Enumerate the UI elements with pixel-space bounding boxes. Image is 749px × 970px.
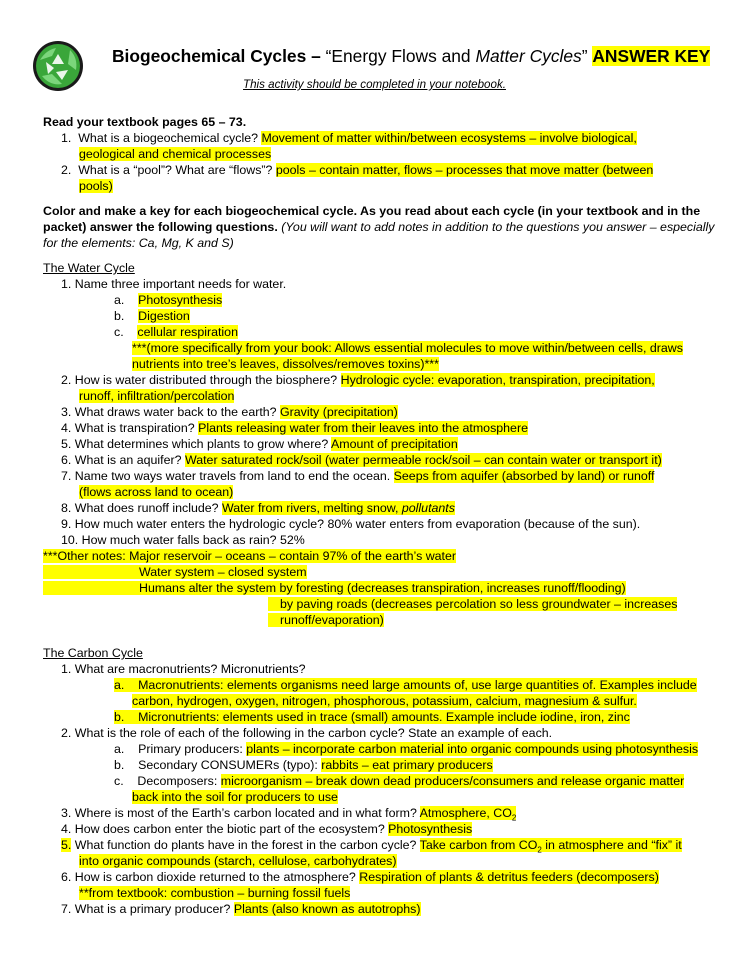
q-text: Decomposers: [137, 774, 221, 788]
title-italic: Matter Cycles [475, 46, 582, 66]
subscript: 2 [511, 813, 517, 823]
carbon-q2b: b. Secondary CONSUMERs (typo): rabbits – eat primary producers [114, 758, 493, 772]
q-text: 6. What is an aquifer? [61, 453, 185, 467]
note-text: ***(more specifically from your book: Allows essential molecules to move within/between cells, draws [132, 341, 683, 355]
q-answer: Photosynthesis [388, 822, 473, 836]
q-text: 6. How is carbon dioxide returned to the atmosphere? [61, 870, 360, 884]
q-answer: Plants releasing water from their leaves into the atmosphere [198, 421, 528, 435]
subtitle: This activity should be completed in your notebook. [243, 78, 506, 91]
q-answer: carbon, hydrogen, oxygen, nitrogen, phosphorous, potassium, calcium, magnesium & sulfur. [132, 694, 637, 708]
carbon-q2c: c. Decomposers: microorganism – break down dead producers/consumers and release organic matter [114, 774, 685, 788]
water-q10: 10. How much water falls back as rain? 52% [61, 533, 305, 547]
q-text: What is a “pool”? What are “flows”? [78, 163, 276, 177]
q-num: 1. [61, 131, 72, 145]
q-answer: Hydrologic cycle: evaporation, transpiration, precipitation, [340, 373, 655, 387]
q-answer: pools – contain matter, flows – processes that move matter (between [275, 163, 654, 177]
carbon-q7 [61, 901, 421, 917]
water-other2 [43, 564, 307, 580]
title-part2: ” [581, 46, 593, 66]
q-num: 5. [61, 838, 72, 852]
water-cycle-heading: The Water Cycle [43, 261, 135, 275]
water-other3 [43, 580, 626, 596]
read-heading: Read your textbook pages 65 – 73. [43, 115, 247, 129]
q-text: 3. Where is most of the Earth’s carbon located and in what form? [61, 806, 420, 820]
water-other5 [268, 612, 384, 628]
q-answer: cellular respiration [137, 325, 238, 339]
item-letter: a. [114, 293, 125, 307]
q-answer: Micronutrients: elements used in trace (small) amounts. Example include iodine, iron, zinc [138, 710, 630, 724]
water-note2 [132, 356, 439, 372]
q-answer: (flows across land to ocean) [79, 485, 234, 499]
q-answer: Digestion [138, 309, 190, 323]
note-text: **from textbook: combustion – burning fossil fuels [79, 886, 351, 900]
q-text: 2. How is water distributed through the biosphere? [61, 373, 341, 387]
water-q8 [61, 500, 455, 516]
q-text: 7. Name two ways water travels from land to end the ocean. [61, 469, 394, 483]
q-text: 3. What draws water back to the earth? [61, 405, 281, 419]
q-answer: Movement of matter within/between ecosystems – involve biological, [261, 131, 637, 145]
q-answer: pools) [79, 179, 113, 193]
q-answer: rabbits – eat primary producers [321, 758, 493, 772]
carbon-q6-note [79, 885, 350, 901]
note-text: ***Other notes: Major reservoir – oceans – contain 97% of the earth’s water [43, 549, 457, 563]
q-answer: Gravity (precipitation) [280, 405, 398, 419]
q-answer: geological and chemical processes [79, 147, 272, 161]
q-text: 4. What is transpiration? [61, 421, 199, 435]
carbon-q1a-cont [132, 693, 637, 709]
water-note1 [132, 340, 683, 356]
q-text: Primary producers: [138, 742, 247, 756]
title-bold: Biogeochemical Cycles – [112, 46, 326, 66]
water-q1c [114, 324, 238, 340]
water-q1a [114, 292, 222, 308]
intro-q1 [61, 130, 637, 146]
q-answer: Water from rivers, melting snow, [221, 501, 402, 515]
water-q2 [61, 372, 655, 388]
q-answer: Atmosphere, CO [419, 806, 512, 820]
water-other1 [43, 548, 456, 564]
page-title [112, 46, 710, 67]
water-q1: 1. Name three important needs for water. [61, 277, 287, 291]
q-text: Secondary CONSUMERs (typo): [138, 758, 322, 772]
color-key-line2 [43, 219, 714, 235]
q-answer: Seeps from aquifer (absorbed by land) or runoff [393, 469, 655, 483]
carbon-q1: 1. What are macronutrients? Micronutrients? [61, 662, 306, 676]
carbon-cycle-heading: The Carbon Cycle [43, 646, 143, 660]
q-answer: Photosynthesis [138, 293, 223, 307]
water-q6 [61, 452, 662, 468]
note-text: nutrients into tree’s leaves, dissolves/removes toxins)*** [132, 357, 439, 371]
q-text: 4. How does carbon enter the biotic part of the ecosystem? [61, 822, 389, 836]
item-letter: b. [114, 309, 125, 323]
q-answer: Macronutrients: elements organisms need large amounts of, use large quantities of. Examples include [138, 678, 697, 692]
note-text: Water system – closed system [43, 565, 307, 579]
q-text: 5. What determines which plants to grow where? [61, 437, 331, 451]
q-answer: in atmosphere and “fix” it [541, 838, 682, 852]
q-answer: plants – incorporate carbon material into organic compounds using photosynthesis [246, 742, 699, 756]
q-text: What is a biogeochemical cycle? [78, 131, 262, 145]
q-answer: Amount of precipitation [330, 437, 458, 451]
q-answer: Water saturated rock/soil (water permeable rock/soil – can contain water or transport it) [184, 453, 662, 467]
q-answer: back into the soil for producers to use [132, 790, 338, 804]
title-part1: “Energy Flows and [325, 46, 476, 66]
q-num: 2. [61, 163, 72, 177]
q-text: What function do plants have in the forest in the carbon cycle? [71, 838, 420, 852]
water-q9: 9. How much water enters the hydrologic cycle? 80% water enters from evaporation (because of the sun). [61, 517, 641, 531]
q-text: 7. What is a primary producer? [61, 902, 234, 916]
water-q2-cont [79, 388, 234, 404]
q-text: 8. What does runoff include? [61, 501, 222, 515]
carbon-q1b: b. Micronutrients: elements used in trace (small) amounts. Example include iodine, iron, zinc [114, 710, 630, 724]
intro-q1-cont [79, 146, 271, 162]
water-q5 [61, 436, 458, 452]
color-key-italic: (You will want to add notes in addition to the questions you answer – especially [281, 220, 715, 234]
q-answer: microorganism – break down dead producers/consumers and release organic matter [220, 774, 685, 788]
water-q7 [61, 468, 654, 484]
q-answer: runoff, infiltration/percolation [79, 389, 235, 403]
carbon-q2: 2. What is the role of each of the following in the carbon cycle? State an example of each. [61, 726, 553, 740]
carbon-q2a: a. Primary producers: plants – incorporate carbon material into organic compounds using photosynthesis [114, 742, 699, 756]
color-key-bold: packet) answer the following questions. [43, 220, 282, 234]
carbon-q5-cont [79, 853, 397, 869]
carbon-q2c-cont [132, 789, 338, 805]
note-text: Humans alter the system by foresting (decreases transpiration, increases runoff/flooding) [43, 581, 626, 595]
carbon-q1a: a. Macronutrients: elements organisms need large amounts of, use large quantities of. Examples include [114, 678, 697, 692]
item-letter: c. [114, 325, 124, 339]
water-q4 [61, 420, 528, 436]
note-text: runoff/evaporation) [268, 613, 384, 627]
q-answer: Respiration of plants & detritus feeders (decomposers) [359, 870, 659, 884]
note-text: by paving roads (decreases percolation so less groundwater – increases [268, 597, 677, 611]
water-q3 [61, 404, 398, 420]
answer-key-label: ANSWER KEY [592, 46, 711, 66]
q-answer-italic: pollutants [401, 501, 455, 515]
q-answer: into organic compounds (starch, cellulose, carbohydrates) [79, 854, 397, 868]
q-answer: Plants (also known as autotrophs) [233, 902, 421, 916]
water-other4 [268, 596, 677, 612]
subscript: 2 [537, 845, 542, 855]
color-key-line1: Color and make a key for each biogeochemical cycle. As you read about each cycle (in your textbook and in the [43, 204, 701, 218]
carbon-q6 [61, 869, 659, 885]
intro-q2 [61, 162, 653, 178]
q-answer: Take carbon from CO [419, 838, 538, 852]
water-q1b [114, 308, 190, 324]
color-key-line3: for the elements: Ca, Mg, K and S) [43, 236, 234, 250]
water-q7-cont [79, 484, 233, 500]
carbon-q4 [61, 821, 472, 837]
intro-q2-cont [79, 178, 113, 194]
